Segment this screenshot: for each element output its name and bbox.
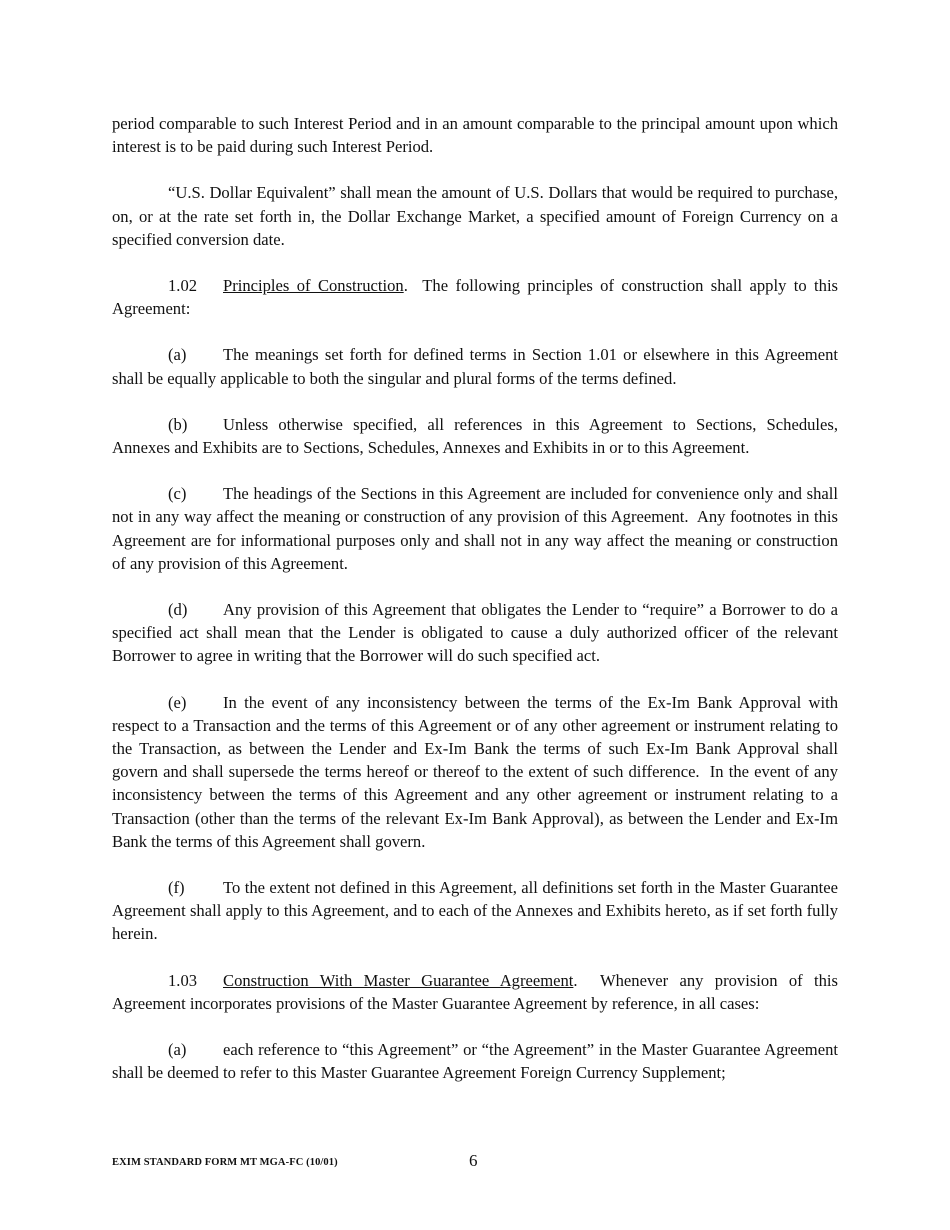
page-number: 6 [469, 1151, 478, 1170]
paragraph-usd-equivalent-definition: “U.S. Dollar Equivalent” shall mean the amount of U.S. Dollars that would be required to purchase, on, or at the rate set forth in, the Dollar Exchange Market, a specified amount of Foreign Currency on a specified conversion date. [112, 183, 838, 249]
section-heading-punct: . [403, 276, 408, 296]
document-body [112, 112, 843, 1108]
section-heading: Construction With Master Guarantee Agreement [223, 970, 574, 990]
clause-text: each reference to “this Agreement” or “the Agreement” in the Master Guarantee Agreement shall be deemed to refer to this Master Guarantee Agreement Foreign Currency Supplement; [112, 1040, 838, 1083]
clause-text: In the event of any inconsistency between the terms of the Ex-Im Bank Approval with respect to a Transaction and the terms of this Agreement or of any other agreement or instrument relating to the Transaction, as between the Lender and Ex-Im Bank the terms of such Ex-Im Bank Approval shall govern and shall supersede the terms hereof or thereof to the extent of such difference. In the event of any inconsistency between the terms of this Agreement and any other agreement or instrument relating to a Transaction (other than the terms of the relevant Ex-Im Bank Approval), as between the Lender and Ex-Im Bank the terms of this Agreement shall govern. [112, 692, 843, 851]
paragraph-continuation: period comparable to such Interest Period and in an amount comparable to the principal amount upon which interest is to be paid during such Interest Period. [112, 114, 838, 157]
clause-label: (a) [168, 345, 187, 365]
clause-1-02-a [112, 343, 838, 389]
clause-text: The headings of the Sections in this Agreement are included for convenience only and shall not in any way affect the meaning or construction of any provision of this Agreement. Any footnotes in this Agreement are for informational purposes only and shall not in any way affect the meaning or construction of any provision of this Agreement. [112, 484, 843, 573]
clause-label: (c) [168, 484, 187, 504]
clause-text: To the extent not defined in this Agreement, all definitions set forth in the Master Guarantee Agreement shall apply to this Agreement, and to each of the Annexes and Exhibits hereto, as if set forth fully herein. [112, 878, 838, 944]
clause-1-02-f [112, 876, 838, 946]
section-number: 1.03 [168, 970, 198, 990]
clause-1-02-d [112, 598, 838, 668]
section-heading-punct: . [573, 970, 578, 990]
clause-1-03-a [112, 1038, 838, 1084]
clause-label: (f) [168, 878, 185, 898]
clause-label: (a) [168, 1040, 187, 1060]
clause-label: (d) [168, 600, 188, 620]
section-text: Whenever any provision of this Agreement incorporates provisions of the Master Guarantee Agreement by reference, in all cases: [112, 970, 842, 1013]
section-1-02 [112, 274, 842, 320]
section-1-03 [112, 969, 842, 1015]
clause-label: (e) [168, 692, 187, 712]
clause-1-02-b [112, 413, 838, 459]
section-heading: Principles of Construction [223, 276, 404, 296]
clause-label: (b) [168, 414, 188, 434]
clause-1-02-e [112, 691, 843, 853]
section-number: 1.02 [168, 276, 198, 296]
clause-text: The meanings set forth for defined terms in Section 1.01 or elsewhere in this Agreement shall be equally applicable to both the singular and plural forms of the terms defined. [112, 345, 838, 388]
clause-text: Unless otherwise specified, all references in this Agreement to Sections, Schedules, Annexes and Exhibits are to Sections, Schedules, Annexes and Exhibits in or to this Agreement. [112, 414, 838, 458]
footer-form-label: EXIM STANDARD FORM MT MGA-FC (10/01) [112, 1157, 338, 1168]
section-text: The following principles of construction shall apply to this Agreement: [112, 276, 842, 319]
clause-text: Any provision of this Agreement that obligates the Lender to “require” a Borrower to do a specified act shall mean that the Lender is obligated to cause a duly authorized officer of the relevant Borrower to agree in writing that the Borrower will do such specified act. [112, 600, 838, 666]
clause-1-02-c [112, 482, 843, 575]
